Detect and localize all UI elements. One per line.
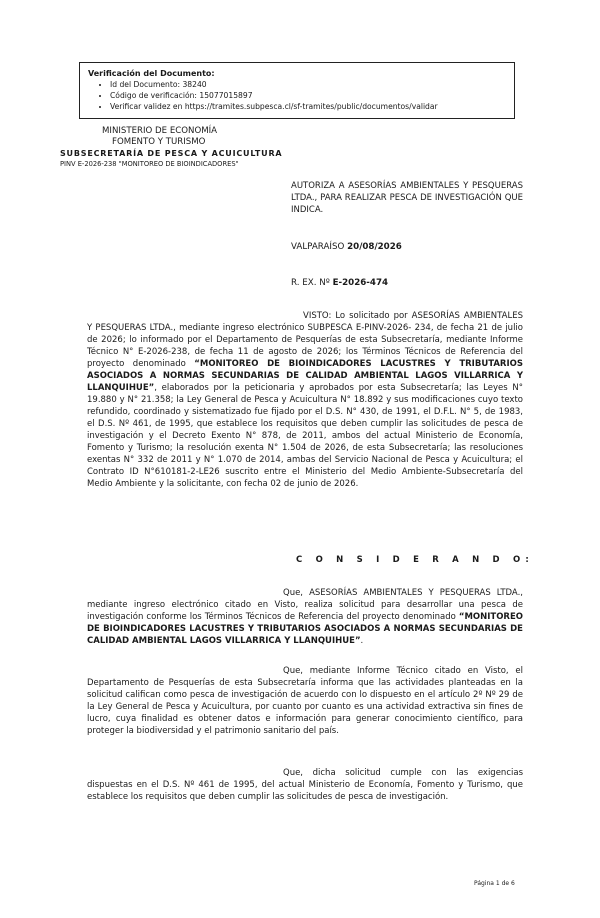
visto-text-2: , elaborados por la peticionaria y aprobados por esta Subsecretaría; las Leyes N° 19.880 y N° 21.358; la Ley General de Pesca y Acuicultura N° 18.892 y sus modificaciones cuyo texto refundido, coordinado y sistematizado fue fijado por el D.S. N° 430, de 1991, el D.F.L. N° 5, de 1983, el D.S. Nº 461, de 1995, que establece los requisitos que deben cumplir las solicitudes de pesca de investigación y el Decreto Exento N° 878, de 2011, ambos del actual Ministerio de Economía, Fomento y Turismo; la resolución exenta N° 1.504 de 2026, de esta Subsecretaría; las resoluciones exentas N° 332 de 2011 y N° 1.070 de 2014, ambas del Servicio Nacional de Pesca y Acuicultura; el Contrato ID N°610181-2-LE26 suscrito entre el Ministerio del Medio Ambiente-Subsecretaría del Medio Ambiente y la solicitante, con fecha 02 de junio de 2026.: [87, 383, 523, 489]
visto-lead: VISTO:: [303, 311, 332, 321]
resolution-number-line: [291, 277, 523, 289]
verification-title: Verificación del Documento:: [88, 69, 215, 78]
resolution-date: 20/08/2026: [347, 242, 402, 252]
considerando-paragraph-2: [87, 665, 523, 737]
para1-text: Que, ASESORÍAS AMBIENTALES Y PESQUERAS LTDA., mediante ingreso electrónico citado en Visto, realiza solicitud para desarrollar una pesca de investigación conforme los Términos Técnicos de Referencia del proyecto denominado: [87, 588, 523, 622]
page-number: Página 1 de 6: [474, 880, 515, 887]
ministry-header: [60, 126, 290, 170]
place-date: [291, 241, 523, 253]
resolution-number: E-2026-474: [332, 278, 389, 288]
resolution-label: R. EX. Nº: [291, 278, 330, 288]
pinv-reference: PINV E-2026-238 "MONITOREO DE BIOINDICADORES": [60, 160, 239, 168]
para1-end: .: [360, 636, 364, 646]
considerando-heading: C O N S I D E R A N D O:: [296, 555, 534, 565]
para3-text: Que, dicha solicitud cumple con las exigencias dispuestas en el D.S. Nº 461 de 1995, del actual Ministerio de Economía, Fomento y Turismo, que establece los requisitos que deben cumplir las solicitudes de pesca de investigación.: [87, 768, 523, 802]
verification-code: • Código de verificación: 15077015897: [110, 90, 506, 101]
visto-text-1: Lo solicitado por ASESORÍAS AMBIENTALES Y PESQUERAS LTDA., mediante ingreso electrónico SUBPESCA E-PINV-2026- 234, de fecha 21 de julio de 2026; lo informado por el Departamento de Pesquerías de esta Subsecretaría, mediante Informe Técnico N° E-2026-238, de fecha 11 de agosto de 2026; los Términos Técnicos de Referencia del proyecto denominado: [87, 311, 523, 369]
verification-url[interactable]: • Verificar validez en https://tramites.subpesca.cl/sf-tramites/public/documentos/validar: [110, 101, 506, 112]
para2-text: Que, mediante Informe Técnico citado en Visto, el Departamento de Pesquerías de esta Subsecretaría informa que las actividades planteadas en la solicitud califican como pesca de investigación de acuerdo con lo dispuesto en el artículo 2º Nº 29 de la Ley General de Pesca y Acuicultura, por cuanto por cuanto es una actividad extractiva sin fines de lucro, cuya finalidad es obtener datos e información para generar conocimiento científico, para proteger la biodiversidad y el patrimonio sanitario del país.: [87, 666, 523, 736]
para1-project-title: “MONITOREO DE BIOINDICADORES LACUSTRES Y TRIBUTARIOS ASOCIADOS A NORMAS SECUNDARIAS DE CALIDAD AMBIENTAL LAGOS VILLARRICA Y LLANQUIHUE”: [87, 612, 524, 646]
ministry-fomento: FOMENTO Y TURISMO: [112, 137, 206, 147]
visto-paragraph: [87, 310, 523, 490]
resolution-subject: AUTORIZA A ASESORÍAS AMBIENTALES Y PESQUERAS LTDA., PARA REALIZAR PESCA DE INVESTIGACIÓN QUE INDICA.: [291, 181, 523, 215]
visto-project-title: “MONITOREO DE BIOINDICADORES LACUSTRES Y TRIBUTARIOS ASOCIADOS A NORMAS SECUNDARIAS DE CALIDAD AMBIENTAL LAGOS VILLARRICA Y LLANQUIHUE”: [87, 359, 523, 393]
subsecretaria-name: SUBSECRETARÍA DE PESCA Y ACUICULTURA: [60, 149, 283, 158]
verification-box: [79, 62, 515, 119]
ministry-name: MINISTERIO DE ECONOMÍA: [102, 126, 218, 136]
considerando-paragraph-3: [87, 767, 523, 803]
considerando-paragraph-1: [87, 587, 523, 647]
verification-doc-id: • Id del Documento: 38240: [110, 79, 506, 90]
place-label: VALPARAÍSO: [291, 242, 345, 252]
verification-list: [88, 79, 506, 112]
